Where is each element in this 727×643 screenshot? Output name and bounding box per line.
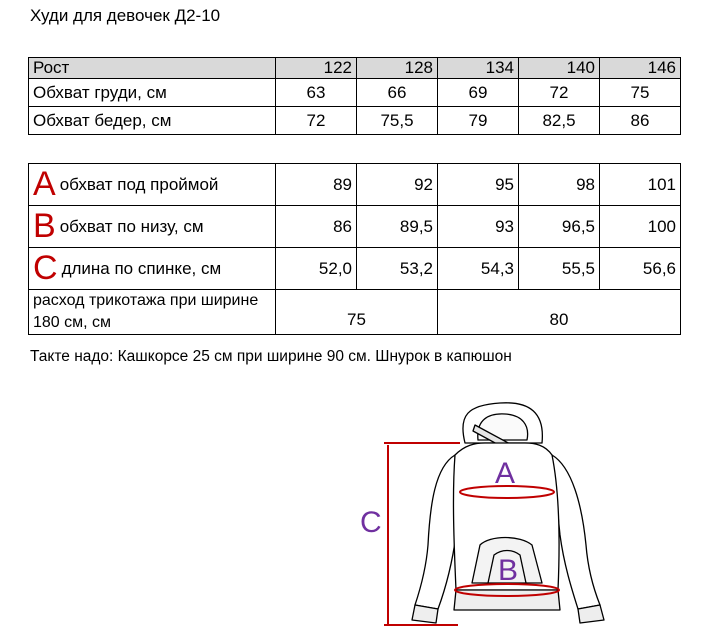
hoodie-diagram bbox=[360, 395, 660, 640]
table-cell: 89 bbox=[276, 164, 357, 206]
table-cell: 63 bbox=[276, 79, 357, 107]
page-title: Худи для девочек Д2-10 bbox=[30, 6, 221, 25]
table-cell: 72 bbox=[519, 79, 600, 107]
row-label-text: обхват по низу, см bbox=[59, 217, 204, 236]
size-140: 140 bbox=[519, 58, 600, 79]
table-cell: 93 bbox=[438, 206, 519, 248]
table-cell: 75,5 bbox=[357, 107, 438, 135]
letter-c: C bbox=[33, 249, 58, 287]
size-134: 134 bbox=[438, 58, 519, 79]
table-row bbox=[29, 206, 681, 248]
table-row bbox=[29, 107, 681, 135]
table-cell: 55,5 bbox=[519, 248, 600, 290]
sizes-table bbox=[28, 57, 681, 135]
hem-band bbox=[454, 590, 560, 610]
table-cell: 100 bbox=[600, 206, 681, 248]
right-cuff bbox=[578, 605, 604, 623]
row-label: Обхват бедер, см bbox=[29, 107, 276, 135]
row-label bbox=[29, 164, 276, 206]
table-cell: 69 bbox=[438, 79, 519, 107]
table-cell: 53,2 bbox=[357, 248, 438, 290]
table-cell: 52,0 bbox=[276, 248, 357, 290]
size-122: 122 bbox=[276, 58, 357, 79]
size-146: 146 bbox=[600, 58, 681, 79]
table-cell: 92 bbox=[357, 164, 438, 206]
left-cuff bbox=[412, 605, 438, 623]
row-label: Обхват груди, см bbox=[29, 79, 276, 107]
row-label bbox=[29, 248, 276, 290]
table-row bbox=[29, 164, 681, 206]
row-label-text: обхват под проймой bbox=[59, 175, 219, 194]
table-row bbox=[29, 79, 681, 107]
table-cell: 56,6 bbox=[600, 248, 681, 290]
table-row bbox=[29, 248, 681, 290]
measurements-table bbox=[28, 163, 681, 335]
table-cell: 54,3 bbox=[438, 248, 519, 290]
row-label-text: длина по спинке, см bbox=[61, 259, 222, 278]
letter-a: A bbox=[33, 165, 56, 203]
sizes-header-row bbox=[29, 58, 681, 79]
table-cell: 66 bbox=[357, 79, 438, 107]
header-label: Рост bbox=[29, 58, 276, 79]
table-cell: 79 bbox=[438, 107, 519, 135]
table-cell: 82,5 bbox=[519, 107, 600, 135]
consumption-row bbox=[29, 290, 681, 335]
table-cell: 89,5 bbox=[357, 206, 438, 248]
table-cell: 98 bbox=[519, 164, 600, 206]
note-text: Такте надо: Кашкорсе 25 см при ширине 90 см. Шнурок в капюшон bbox=[30, 348, 512, 365]
table-cell: 101 bbox=[600, 164, 681, 206]
table-cell: 72 bbox=[276, 107, 357, 135]
table-cell: 95 bbox=[438, 164, 519, 206]
label-c: C bbox=[360, 506, 382, 539]
table-cell: 86 bbox=[600, 107, 681, 135]
consumption-value: 75 bbox=[276, 290, 438, 335]
table-cell: 75 bbox=[600, 79, 681, 107]
row-label bbox=[29, 206, 276, 248]
label-b: B bbox=[498, 554, 519, 587]
consumption-label: расход трикотажа при ширине 180 см, см bbox=[29, 290, 276, 335]
size-128: 128 bbox=[357, 58, 438, 79]
left-sleeve bbox=[415, 455, 456, 609]
letter-b: B bbox=[33, 207, 56, 245]
table-cell: 96,5 bbox=[519, 206, 600, 248]
table-cell: 86 bbox=[276, 206, 357, 248]
label-a: A bbox=[495, 457, 516, 490]
consumption-value: 80 bbox=[438, 290, 681, 335]
